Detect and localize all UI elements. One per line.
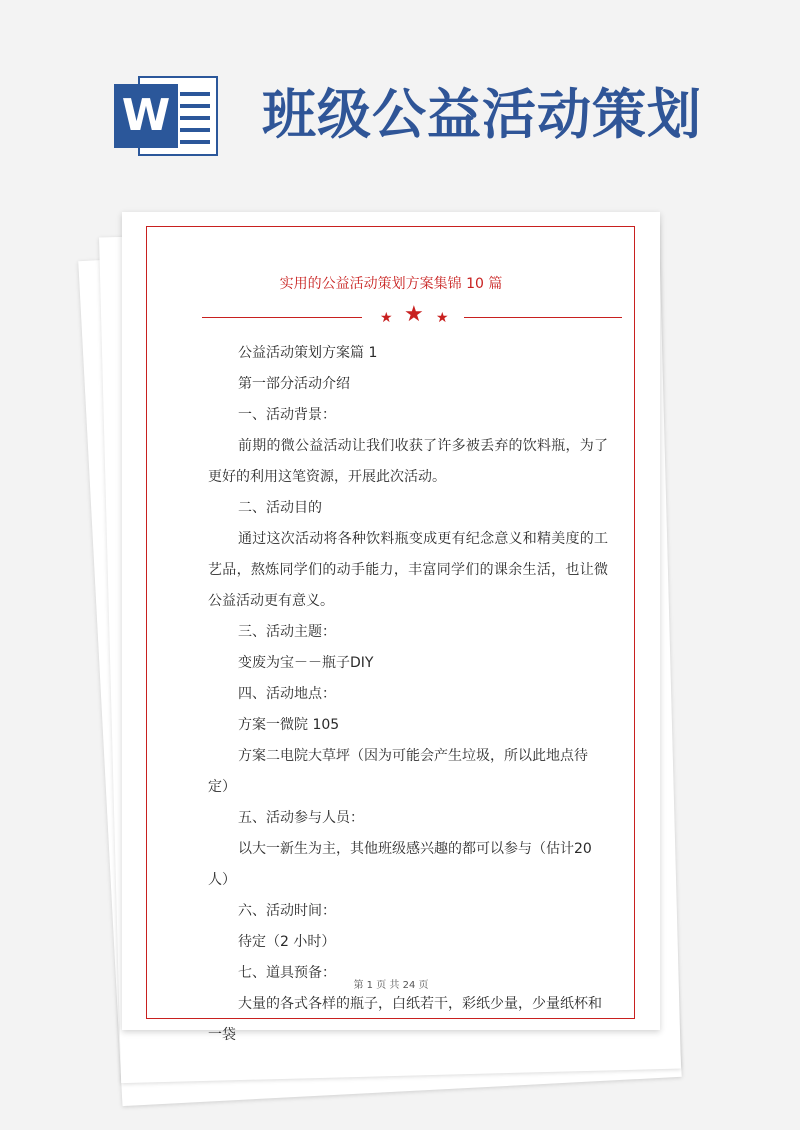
item-heading: 五、活动参与人员： xyxy=(238,810,364,826)
section-heading: 第一部分活动介绍 xyxy=(238,376,350,392)
page-title: 班级公益活动策划 xyxy=(262,83,702,146)
item-heading: 一、活动背景： xyxy=(238,407,336,423)
paragraph: 大量的各式各样的瓶子，白纸若干，彩纸少量，少量纸杯和一袋 xyxy=(208,996,602,1043)
star-icon: ★ xyxy=(436,310,449,326)
document-title: 实用的公益活动策划方案集锦 10 篇 xyxy=(279,276,503,292)
paragraph: 方案一微院 105 xyxy=(238,717,340,733)
paragraph: 变废为宝－－瓶子DIY xyxy=(238,655,374,671)
divider-line-left xyxy=(202,317,362,318)
paragraph: 通过这次活动将各种饮料瓶变成更有纪念意义和精美度的工艺品，熬炼同学们的动手能力，丰富同学们的课余生活，也让微公益活动更有意义。 xyxy=(208,531,608,609)
item-heading: 七、道具预备： xyxy=(238,965,336,981)
paragraph: 前期的微公益活动让我们收获了许多被丢弃的饮料瓶，为了更好的利用这笔资源，开展此次活动。 xyxy=(208,438,608,485)
paragraph: 待定（2 小时） xyxy=(238,934,336,950)
document-page xyxy=(122,212,660,1043)
page-number-footer: 第 1 页 共 24 页 xyxy=(353,980,429,991)
star-icon: ★ xyxy=(380,310,393,326)
paragraph: 方案二电院大草坪（因为可能会产生垃圾，所以此地点待定） xyxy=(208,748,588,795)
item-heading: 三、活动主题： xyxy=(238,624,336,640)
item-heading: 六、活动时间： xyxy=(238,903,336,919)
star-icon-large: ★ xyxy=(404,302,424,327)
document-body xyxy=(208,338,608,1051)
title-divider xyxy=(202,302,622,328)
word-document-icon xyxy=(108,72,220,160)
word-letter-badge: W xyxy=(114,84,178,148)
section-heading: 公益活动策划方案篇 1 xyxy=(238,345,378,361)
item-heading: 二、活动目的 xyxy=(238,500,322,516)
header-banner xyxy=(0,0,800,200)
divider-line-right xyxy=(464,317,622,318)
paragraph: 以大一新生为主，其他班级感兴趣的都可以参与（估计20 人） xyxy=(208,841,592,888)
item-heading: 四、活动地点： xyxy=(238,686,336,702)
